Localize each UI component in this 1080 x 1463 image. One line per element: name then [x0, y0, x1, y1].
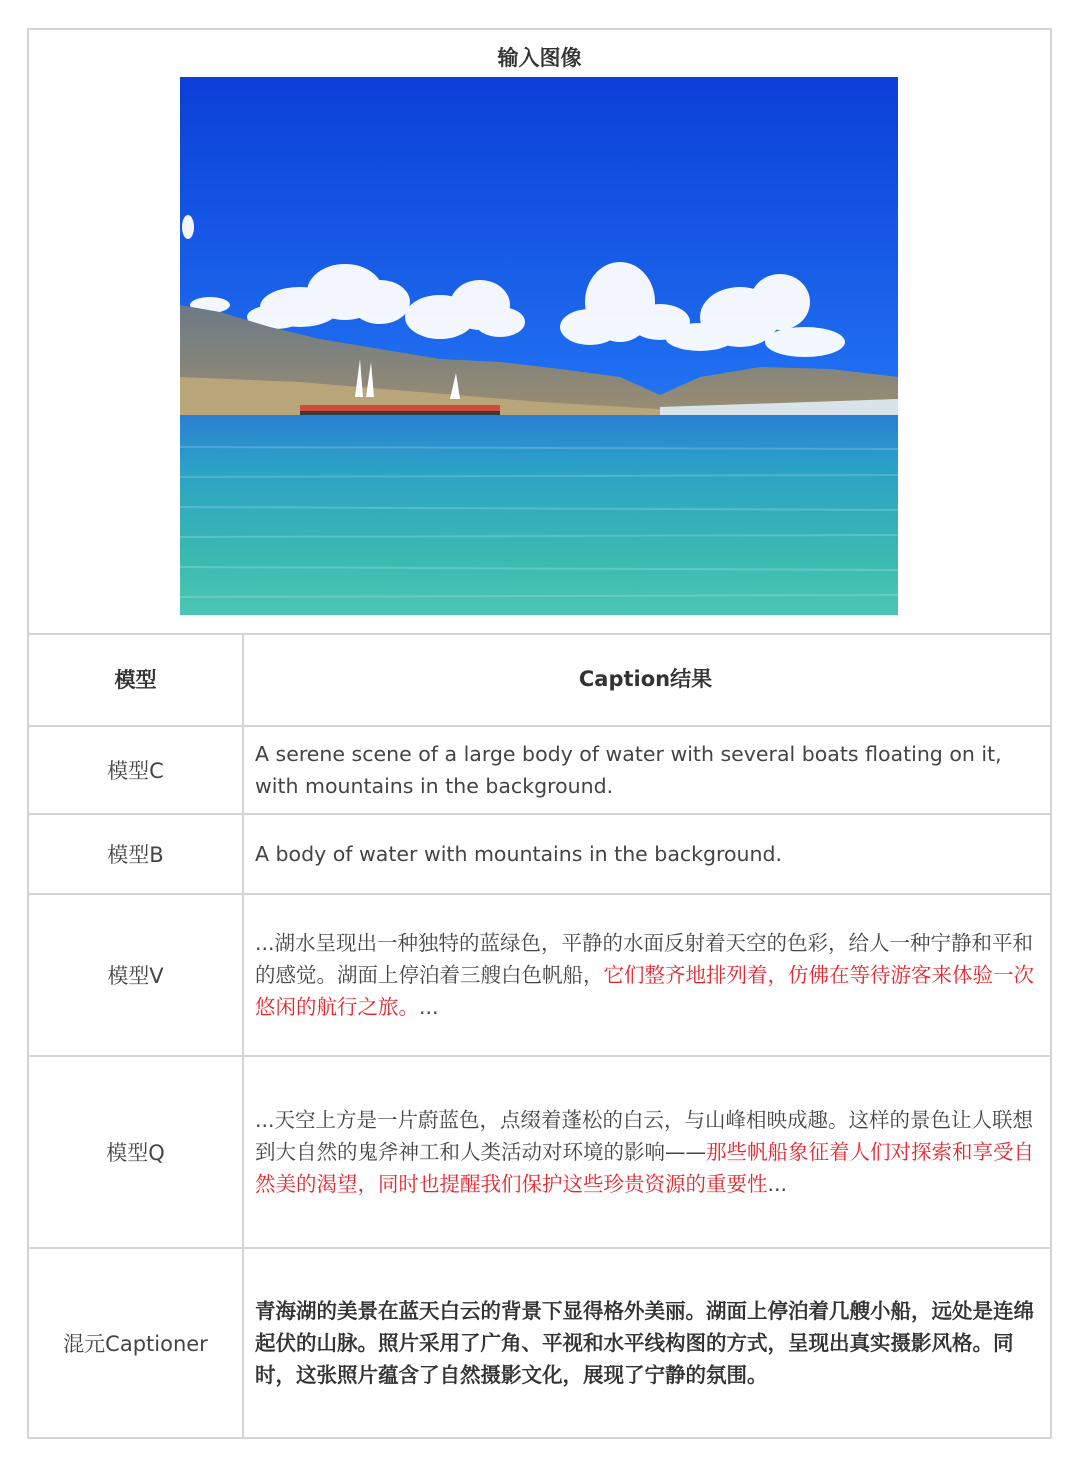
model-name: 模型B — [107, 843, 164, 867]
caption-plain: ...湖水呈现出一种独特的蓝绿色，平静的水面反射着天空的色彩，给人一种宁静和平和的感觉。湖面上停泊着三艘白色帆船， — [255, 931, 1034, 987]
caption-text — [244, 895, 1050, 1055]
caption-highlight: 它们整齐地排列着，仿佛在等待游客来体验一次悠闲的航行之旅。 — [255, 963, 1034, 1019]
column-header-model: 模型 — [114, 668, 157, 692]
model-name: 模型C — [107, 759, 164, 783]
input-image-cell — [29, 30, 1050, 635]
input-image-title: 输入图像 — [497, 46, 582, 70]
lake-photo — [180, 77, 898, 615]
column-header-caption: Caption结果 — [578, 667, 713, 691]
caption-text: A serene scene of a large body of water with several boats floating on it, with mountains in the background. — [255, 742, 1002, 798]
table-row — [29, 1057, 1050, 1249]
model-name: 模型Q — [106, 1141, 165, 1165]
table-row — [29, 727, 1050, 815]
table-row — [29, 1249, 1050, 1437]
comparison-table — [27, 28, 1052, 1439]
model-name: 模型V — [107, 964, 164, 988]
caption-text: 青海湖的美景在蓝天白云的背景下显得格外美丽。湖面上停泊着几艘小船，远处是连绵起伏的山脉。照片采用了广角、平视和水平线构图的方式，呈现出真实摄影风格。同时，这张照片蕴含了自然摄影文化，展现了宁静的氛围。 — [255, 1299, 1034, 1387]
table-header-row — [29, 633, 1050, 727]
caption-text: A body of water with mountains in the background. — [255, 842, 783, 866]
caption-tail: ... — [419, 995, 439, 1019]
table-row — [29, 895, 1050, 1057]
table-row — [29, 815, 1050, 895]
caption-plain: ...天空上方是一片蔚蓝色，点缀着蓬松的白云，与山峰相映成趣。这样的景色让人联想到大自然的鬼斧神工和人类活动对环境的影响—— — [255, 1108, 1034, 1164]
caption-highlight: 那些帆船象征着人们对探索和享受自然美的渴望，同时也提醒我们保护这些珍贵资源的重要性 — [255, 1140, 1034, 1196]
caption-text — [244, 1057, 1050, 1247]
caption-tail: ... — [767, 1172, 788, 1196]
model-name: 混元Captioner — [63, 1332, 208, 1356]
